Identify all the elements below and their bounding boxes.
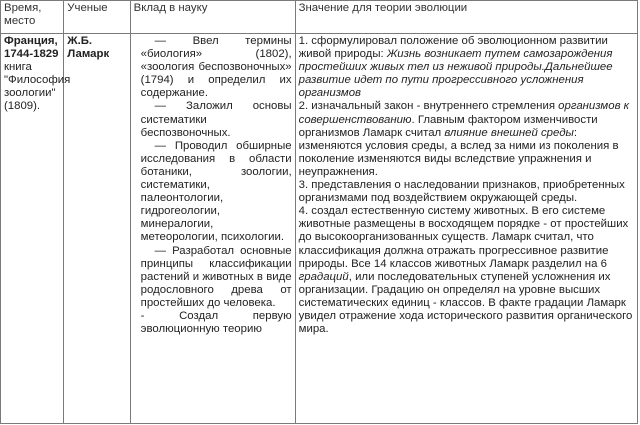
header-contribution: Вклад в науку [130, 1, 295, 34]
header-significance: Значение для теории эволюции [295, 1, 637, 34]
header-time-place: Время, место [1, 1, 64, 34]
significance-point-2: 2. изначальный закон - внутреннего стремления организмов к совершенствованию. Главным фактором изменчивости организмов Ламарк считал влияние внешней среды: изменяются условия среды, а вслед за ними из поколения в поколение изменяются виды вследствие упражнения и неупражнения. [298, 100, 630, 178]
table-row [1, 34, 638, 424]
contribution-item: — Разработал основные принципы классификации растений и животных в виде родословного древа от простейших до человека. [140, 244, 292, 309]
place-years: 1744-1829 [4, 48, 59, 61]
header-scientists: Ученые [64, 1, 130, 34]
contribution-item: — Ввел термины «биология» (1802), «зоология беспозвоночных» (1794) и определил их содержание. [140, 35, 292, 100]
significance-point-1: 1. сформулировал положение об эволюционном развитии живой природы: Жизнь возникает путем самозарождения простейших живых тел из неживой природы.Дальнейшее развитие идет по пути прогрессивного усложнения организмов [298, 35, 613, 100]
significance-point-3: 3. представления о наследовании признаков, приобретенных организмами под воздействием окружающей среды. [298, 179, 625, 205]
cell-significance [295, 34, 637, 424]
contribution-item: — Проводил обширные исследования в области ботаники, зоологии, систематики, палеонтологии, гидрогеологии, минералогии, метеорологии, психологии. [140, 139, 292, 244]
contribution-item: - Создал первую эволюционную теорию [140, 309, 292, 336]
cell-contribution [130, 34, 295, 424]
cell-time-place [1, 34, 71, 424]
place-work: книга "Философия зоологии" (1809). [4, 61, 71, 113]
significance-point-4: 4. создал естественную систему животных. В его системе животные размещены в восходящем порядке - от простейших до высокоорганизованных существ. Ламарк считал, что классификация должна отражать прогрессивное развитие природы. Все 14 классов животных Ламарк разделил на 6 градаций, или последовательных ступеней усложнения их организации. Градацию он определял на уровне высших систематических единиц - классов. В факте градации Ламарк увидел отражение хода исторического развития органического мира. [298, 205, 633, 336]
header-row [1, 1, 638, 34]
cell-scientist [64, 34, 130, 424]
place-country: Франция, [4, 35, 58, 47]
scientist-name: Ж.Б. Ламарк [67, 35, 110, 61]
contribution-item: — Заложил основы систематики беспозвоночных. [140, 100, 292, 139]
